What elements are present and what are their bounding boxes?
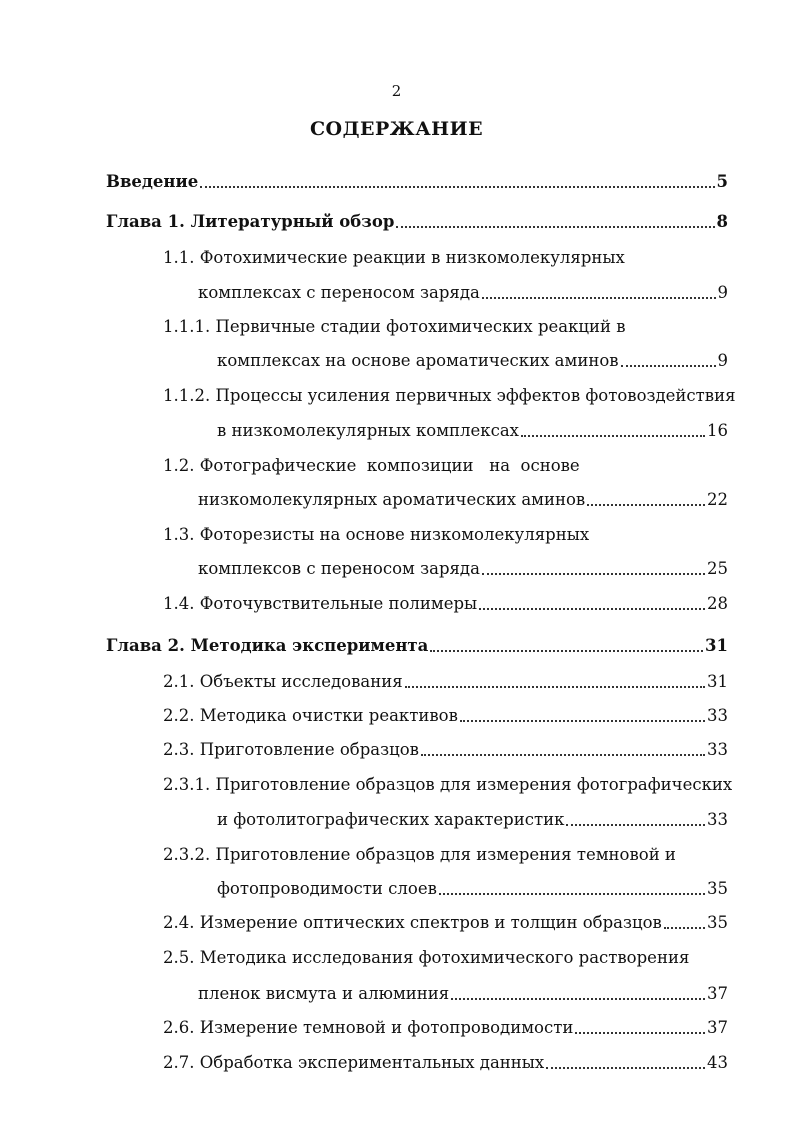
toc-entry-1-1[interactable]: 1.1. Фотохимические реакции в низкомолекулярных — [163, 248, 625, 267]
toc-entry-2-3[interactable] — [163, 739, 728, 761]
leader-dots — [566, 824, 705, 826]
toc-entry-page: 9 — [717, 283, 728, 302]
toc-entry-page: 31 — [707, 672, 728, 691]
leader-dots — [396, 226, 714, 228]
leader-dots — [575, 1032, 705, 1034]
toc-entry-page: 8 — [716, 212, 728, 231]
toc-entry-text: Глава 1. Литературный обзор — [106, 212, 395, 231]
toc-entry-page: 22 — [707, 490, 728, 509]
toc-entry-page: 33 — [707, 706, 728, 725]
toc-entry-1-2[interactable]: 1.2. Фотографические композиции на основе — [163, 456, 580, 475]
toc-entry-page: 33 — [707, 810, 728, 829]
toc-entry-2-5-cont[interactable] — [198, 983, 728, 1005]
toc-entry-text: пленок висмута и алюминия — [198, 984, 450, 1003]
toc-entry-2-3-1-cont[interactable] — [217, 809, 728, 831]
toc-entry-1-3-cont[interactable] — [198, 558, 728, 580]
toc-entry-text: 2.2. Методика очистки реактивов — [163, 706, 458, 725]
toc-title: СОДЕРЖАНИЕ — [309, 118, 484, 140]
toc-entry-1-1-1-cont[interactable] — [217, 350, 728, 372]
toc-entry-text: 2.4. Измерение оптических спектров и толщин образцов — [163, 913, 662, 932]
toc-entry-chapter-1[interactable] — [106, 211, 728, 233]
toc-entry-page: 43 — [707, 1053, 728, 1072]
toc-entry-2-6[interactable] — [163, 1017, 728, 1039]
leader-dots — [421, 754, 705, 756]
toc-entry-text: 2.3. Приготовление образцов — [163, 740, 419, 759]
toc-entry-page: 25 — [707, 559, 728, 578]
toc-entry-2-3-2[interactable]: 2.3.2. Приготовление образцов для измерения темновой и — [163, 845, 676, 864]
toc-entry-chapter-2[interactable] — [106, 635, 728, 657]
leader-dots — [439, 893, 705, 895]
leader-dots — [482, 573, 705, 575]
toc-entry-text: 2.6. Измерение темновой и фотопроводимости — [163, 1018, 574, 1037]
toc-entry-page: 37 — [707, 1018, 728, 1037]
leader-dots — [664, 927, 705, 929]
toc-entry-page: 9 — [717, 351, 728, 370]
toc-entry-text: низкомолекулярных ароматических аминов — [198, 490, 586, 509]
toc-entry-1-4[interactable] — [163, 593, 728, 615]
toc-entry-text: 1.4. Фоточувствительные полимеры — [163, 594, 478, 613]
leader-dots — [460, 720, 705, 722]
toc-entry-page: 5 — [716, 172, 728, 191]
toc-entry-1-1-2[interactable]: 1.1.2. Процессы усиления первичных эффектов фотовоздействия — [163, 386, 736, 405]
leader-dots — [200, 186, 714, 188]
toc-entry-text: 2.7. Обработка экспериментальных данных — [163, 1053, 545, 1072]
toc-entry-1-1-cont[interactable] — [198, 282, 728, 304]
page-number: 2 — [391, 82, 402, 100]
toc-entry-2-3-1[interactable]: 2.3.1. Приготовление образцов для измерения фотографических — [163, 775, 733, 794]
toc-entry-text: комплексах на основе ароматических аминов — [217, 351, 619, 370]
toc-entry-page: 16 — [707, 421, 728, 440]
toc-entry-text: фотопроводимости слоев — [217, 879, 437, 898]
toc-entry-text: комплексах с переносом заряда — [198, 283, 480, 302]
toc-entry-2-2[interactable] — [163, 705, 728, 727]
leader-dots — [405, 686, 705, 688]
toc-entry-page: 28 — [707, 594, 728, 613]
leader-dots — [479, 608, 705, 610]
toc-entry-text: Глава 2. Методика эксперимента — [106, 636, 429, 655]
toc-entry-2-5[interactable]: 2.5. Методика исследования фотохимического растворения — [163, 948, 690, 967]
leader-dots — [546, 1067, 705, 1069]
toc-entry-text: Введение — [106, 172, 199, 191]
toc-entry-page: 33 — [707, 740, 728, 759]
toc-entry-text: 2.1. Объекты исследования — [163, 672, 403, 691]
toc-entry-introduction[interactable] — [106, 171, 728, 193]
toc-entry-2-1[interactable] — [163, 671, 728, 693]
toc-entry-text: комплексов с переносом заряда — [198, 559, 480, 578]
toc-entry-1-1-2-cont[interactable] — [217, 420, 728, 442]
leader-dots — [621, 365, 716, 367]
toc-entry-2-4[interactable] — [163, 912, 728, 934]
toc-entry-page: 35 — [707, 913, 728, 932]
toc-entry-page: 31 — [705, 636, 728, 655]
leader-dots — [521, 435, 705, 437]
leader-dots — [430, 650, 703, 652]
toc-entry-1-2-cont[interactable] — [198, 489, 728, 511]
toc-entry-page: 35 — [707, 879, 728, 898]
toc-entry-2-7[interactable] — [163, 1052, 728, 1074]
leader-dots — [587, 504, 705, 506]
toc-entry-2-3-2-cont[interactable] — [217, 878, 728, 900]
leader-dots — [451, 998, 705, 1000]
toc-entry-1-1-1[interactable]: 1.1.1. Первичные стадии фотохимических реакций в — [163, 317, 626, 336]
leader-dots — [482, 297, 716, 299]
toc-entry-page: 37 — [707, 984, 728, 1003]
toc-entry-1-3[interactable]: 1.3. Фоторезисты на основе низкомолекулярных — [163, 525, 590, 544]
toc-entry-text: и фотолитографических характеристик — [217, 810, 565, 829]
toc-entry-text: в низкомолекулярных комплексах — [217, 421, 519, 440]
